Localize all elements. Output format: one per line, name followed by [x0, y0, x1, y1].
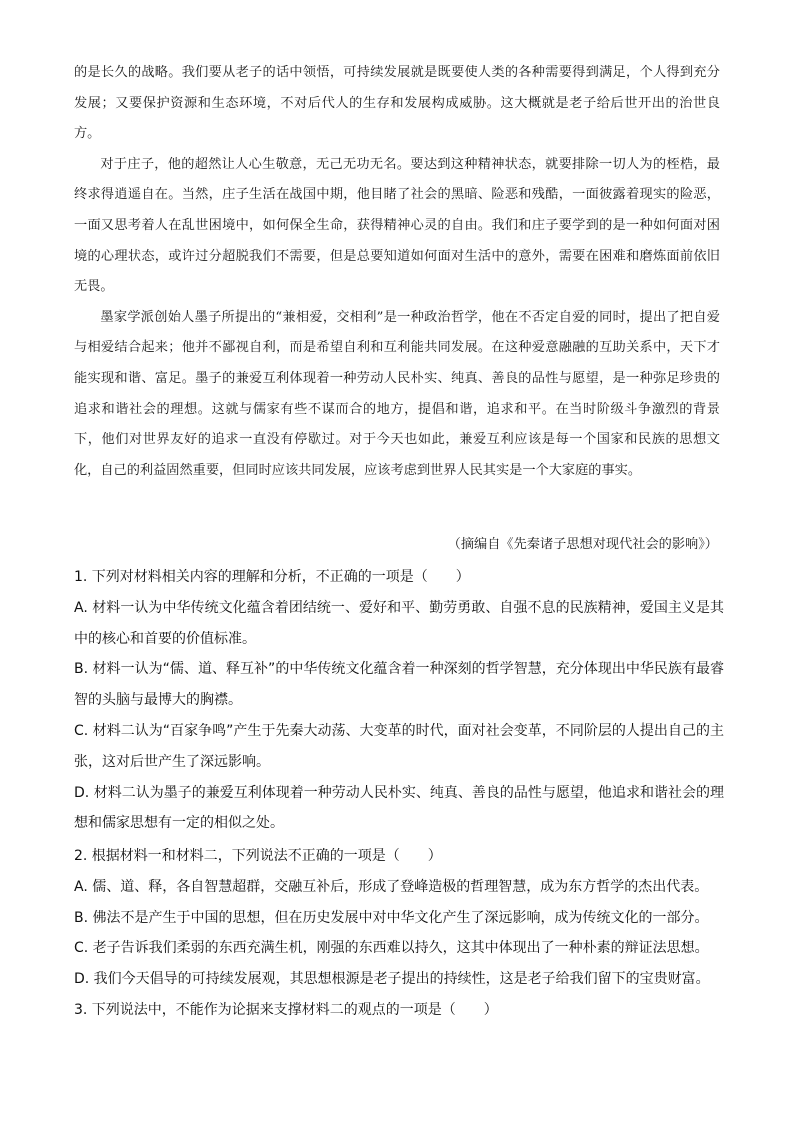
- option-d: D. 材料二认为墨子的兼爱互利体现着一种劳动人民朴实、纯真、善良的品性与愿望，他追求和谐社会的理想和儒家思想有一定的相似之处。: [74, 784, 724, 832]
- passage-source: （摘编自《先秦诸子思想对现代社会的影响》）: [447, 537, 718, 552]
- question-stem: 2. 根据材料一和材料二，下列说法不正确的一项是（ ）: [74, 848, 442, 864]
- passage-paragraph-1: 的是长久的战略。我们要从老子的话中领悟，可持续发展就是既要使人类的各种需要得到满足，个人得到充分发展；又要保护资源和生态环境，不对后代人的生存和发展构成威胁。这大概就是老子给后世开出的治世良方。: [74, 65, 720, 142]
- option-c: C. 老子告诉我们柔弱的东西充满生机，刚强的东西难以持久，这其中体现出了一种朴素的辩证法思想。: [74, 940, 709, 957]
- passage-paragraph-3: 墨家学派创始人墨子所提出的“兼相爱，交相利”是一种政治哲学，他在不否定自爱的同时，提出了把自爱与相爱结合起来；他并不鄙视自利，而是希望自利和互利能共同发展。在这种爱意融融的互助关系中，天下才能实现和谐、富足。墨子的兼爱互利体现着一种劳动人民朴实、纯真、善良的品性与愿望，是一种弥足珍贵的追求和谐社会的理想。这就与儒家有些不谋而合的地方，提倡和谐，追求和平。在当时阶级斗争激烈的背景下，他们对世界友好的追求一直没有停歇过。对于今天也如此，兼爱互利应该是每一个国家和民族的思想文化，自己的利益固然重要，但同时应该共同发展，应该考虑到世界人民其实是一个大家庭的事实。: [74, 309, 720, 478]
- option-c: C. 材料二认为“百家争鸣”产生于先秦大动荡、大变革的时代，面对社会变革，不同阶层的人提出自己的主张，这对后世产生了深远影响。: [74, 722, 724, 770]
- reading-passage: [74, 58, 720, 486]
- question-3-stem: 3. 下列说法中，不能作为论据来支撑材料二的观点的一项是（ ）: [74, 1001, 498, 1018]
- question-2: [74, 841, 724, 1026]
- passage-paragraph-2: 对于庄子，他的超然让人心生敬意，无己无功无名。要达到这种精神状态，就要排除一切人为的桎梏，最终求得逍遥自在。当然，庄子生活在战国中期，他目睹了社会的黑暗、险恶和残酷，一面彼露着现实的险恶，一面又思考着人在乱世困境中，如何保全生命，获得精神心灵的自由。我们和庄子要学到的是一种如何面对困境的心理状态，或许过分超脱我们不需要，但是总要知道如何面对生活中的意外，需要在困难和磨炼面前依旧无畏。: [74, 156, 720, 295]
- question-stem: 1. 下列对材料相关内容的理解和分析，不正确的一项是（ ）: [74, 569, 470, 585]
- option-d: D. 我们今天倡导的可持续发展观，其思想根源是老子提出的持续性，这是老子给我们留下的宝贵财富。: [74, 971, 710, 988]
- option-b: B. 佛法不是产生于中国的思想，但在历史发展中对中华文化产生了深远影响，成为传统文化的一部分。: [74, 909, 709, 926]
- option-b: B. 材料一认为“儒、道、释互补”的中华传统文化蕴含着一种深刻的哲学智慧，充分体现出中华民族有最睿智的头脑与最博大的胸襟。: [74, 661, 724, 709]
- option-a: A. 儒、道、释，各自智慧超群，交融互补后，形成了登峰造极的哲理智慧，成为东方哲学的杰出代表。: [74, 878, 709, 895]
- question-1: [74, 562, 724, 839]
- option-a: A. 材料一认为中华传统文化蕴含着团结统一、爱好和平、勤劳勇敢、自强不息的民族精神，爱国主义是其中的核心和首要的价值标准。: [74, 599, 724, 647]
